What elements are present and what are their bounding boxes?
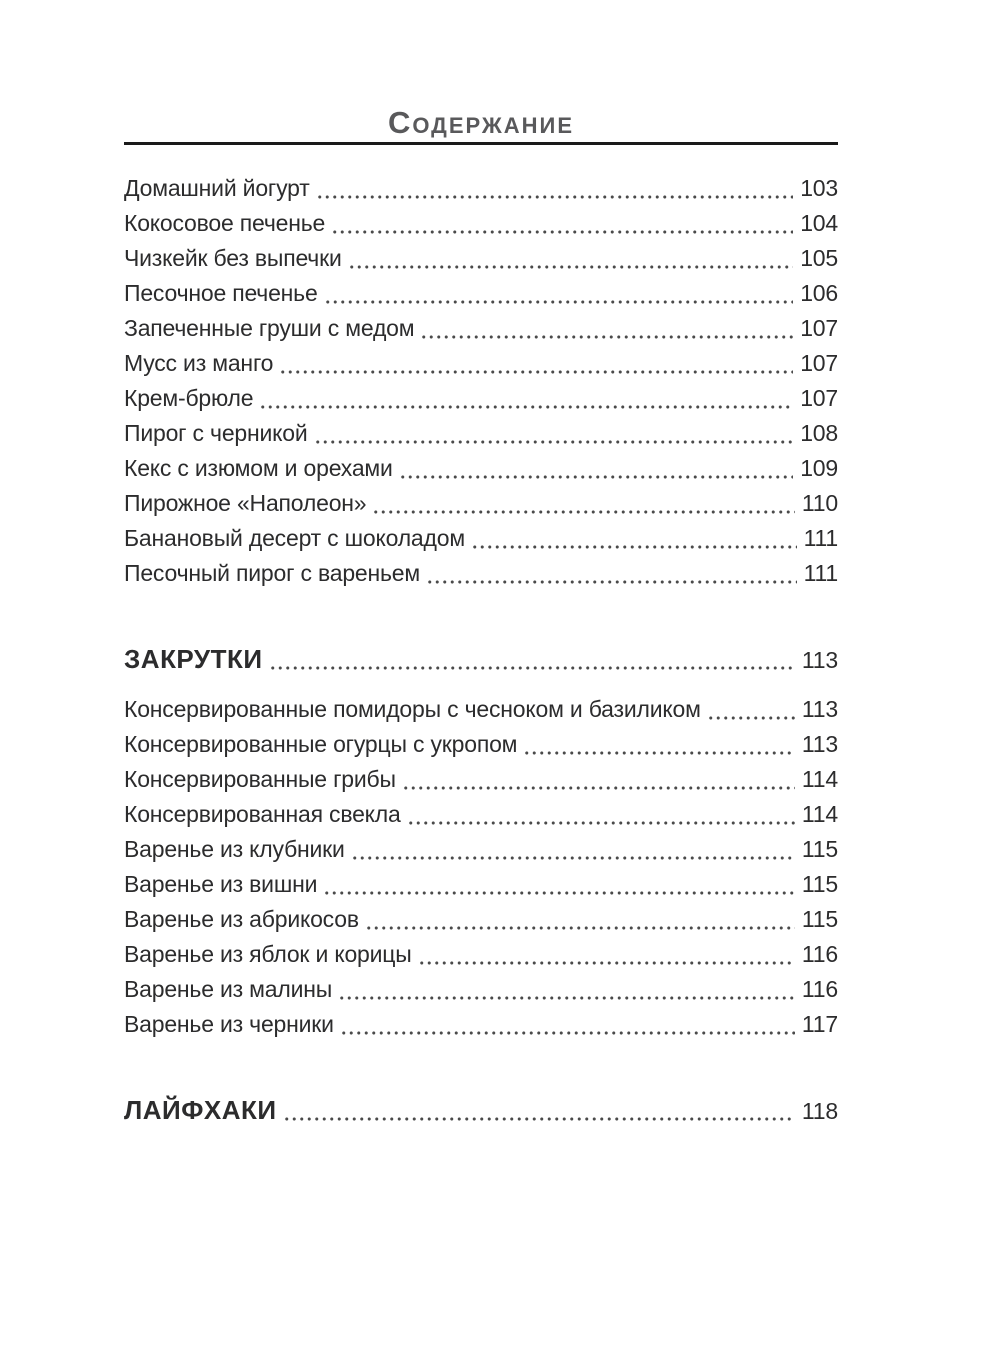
dot-leader	[707, 692, 795, 727]
entry-page: 103	[800, 175, 838, 201]
toc-entry	[124, 521, 838, 556]
entry-title: Песочный пирог с вареньем	[124, 560, 420, 586]
dot-leader	[348, 241, 794, 276]
toc-entry	[124, 902, 838, 937]
dot-leader	[316, 171, 794, 206]
dot-leader	[402, 762, 795, 797]
dot-leader	[338, 972, 795, 1007]
dot-leader	[324, 276, 794, 311]
dot-leader	[399, 451, 794, 486]
dot-leader	[314, 416, 794, 451]
toc-entry	[124, 346, 838, 381]
page-title: Содержание	[387, 105, 575, 140]
page-content	[124, 0, 838, 1143]
entry-page: 114	[801, 766, 838, 792]
entry-page: 115	[801, 836, 838, 862]
toc-entry	[124, 727, 838, 762]
toc-entry	[124, 416, 838, 451]
dot-leader	[331, 206, 793, 241]
dot-leader	[283, 1090, 795, 1130]
entry-page: 113	[801, 731, 838, 757]
toc-entry	[124, 556, 838, 591]
section-page: 118	[801, 1098, 838, 1124]
dot-leader	[418, 937, 795, 972]
section-title: ЗАКРУТКИ	[124, 644, 263, 674]
dot-leader	[365, 902, 795, 937]
entry-title: Песочное печенье	[124, 280, 318, 306]
entry-page: 115	[801, 906, 838, 932]
entry-title: Пирог с черникой	[124, 420, 308, 446]
toc-list	[124, 171, 838, 1130]
entry-page: 109	[800, 455, 838, 481]
toc-section-heading	[124, 1090, 838, 1130]
entry-title: Банановый десерт с шоколадом	[124, 525, 465, 551]
entry-title: Домашний йогурт	[124, 175, 310, 201]
toc-entry	[124, 486, 838, 521]
entry-page: 104	[800, 210, 838, 236]
entry-title: Крем-брюле	[124, 385, 254, 411]
entry-title: Варенье из яблок и корицы	[124, 941, 412, 967]
entry-title: Кекс с изюмом и орехами	[124, 455, 393, 481]
entry-page: 114	[801, 801, 838, 827]
dot-leader	[523, 727, 795, 762]
dot-leader	[420, 311, 793, 346]
entry-page: 111	[803, 560, 838, 586]
toc-entry	[124, 972, 838, 1007]
entry-title: Консервированная свекла	[124, 801, 401, 827]
entry-page: 116	[801, 941, 838, 967]
entry-title: Запеченные груши с медом	[124, 315, 415, 341]
entry-page: 111	[803, 525, 838, 551]
dot-leader	[259, 381, 793, 416]
dot-leader	[471, 521, 797, 556]
entry-page: 117	[801, 1011, 838, 1037]
entry-title: Консервированные огурцы с укропом	[124, 731, 518, 757]
section-title: ЛАЙФХАКИ	[124, 1095, 277, 1125]
entry-page: 113	[801, 696, 838, 722]
entry-page: 106	[800, 280, 838, 306]
dot-leader	[323, 867, 795, 902]
entry-title: Варенье из черники	[124, 1011, 334, 1037]
entry-title: Пирожное «Наполеон»	[124, 490, 367, 516]
entry-title: Консервированные грибы	[124, 766, 396, 792]
toc-entry	[124, 206, 838, 241]
toc-entry	[124, 832, 838, 867]
entry-page: 107	[800, 385, 838, 411]
entry-title: Варенье из малины	[124, 976, 333, 1002]
toc-entry	[124, 867, 838, 902]
toc-entry	[124, 311, 838, 346]
entry-page: 107	[800, 350, 838, 376]
dot-leader	[351, 832, 795, 867]
entry-title: Чизкейк без выпечки	[124, 245, 342, 271]
entry-page: 115	[801, 871, 838, 897]
page-header	[124, 0, 838, 145]
dot-leader	[340, 1007, 795, 1042]
entry-title: Варенье из абрикосов	[124, 906, 359, 932]
toc-entry	[124, 241, 838, 276]
entry-page: 105	[800, 245, 838, 271]
entry-title: Мусс из манго	[124, 350, 274, 376]
entry-page: 110	[801, 490, 838, 516]
dot-leader	[269, 639, 795, 679]
entry-page: 107	[800, 315, 838, 341]
dot-leader	[372, 486, 795, 521]
dot-leader	[407, 797, 795, 832]
toc-entry	[124, 276, 838, 311]
dot-leader	[279, 346, 793, 381]
entry-title: Варенье из клубники	[124, 836, 345, 862]
entry-title: Варенье из вишни	[124, 871, 318, 897]
toc-entry	[124, 451, 838, 486]
toc-entry	[124, 692, 838, 727]
entry-page: 108	[800, 420, 838, 446]
toc-entry	[124, 381, 838, 416]
entry-title: Кокосовое печенье	[124, 210, 326, 236]
toc-entry	[124, 1007, 838, 1042]
toc-section-heading	[124, 639, 838, 679]
section-page: 113	[801, 647, 838, 673]
entry-title: Консервированные помидоры с чесноком и базиликом	[124, 696, 701, 722]
toc-entry	[124, 171, 838, 206]
toc-entry	[124, 797, 838, 832]
dot-leader	[426, 556, 797, 591]
toc-entry	[124, 937, 838, 972]
entry-page: 116	[801, 976, 838, 1002]
toc-entry	[124, 762, 838, 797]
